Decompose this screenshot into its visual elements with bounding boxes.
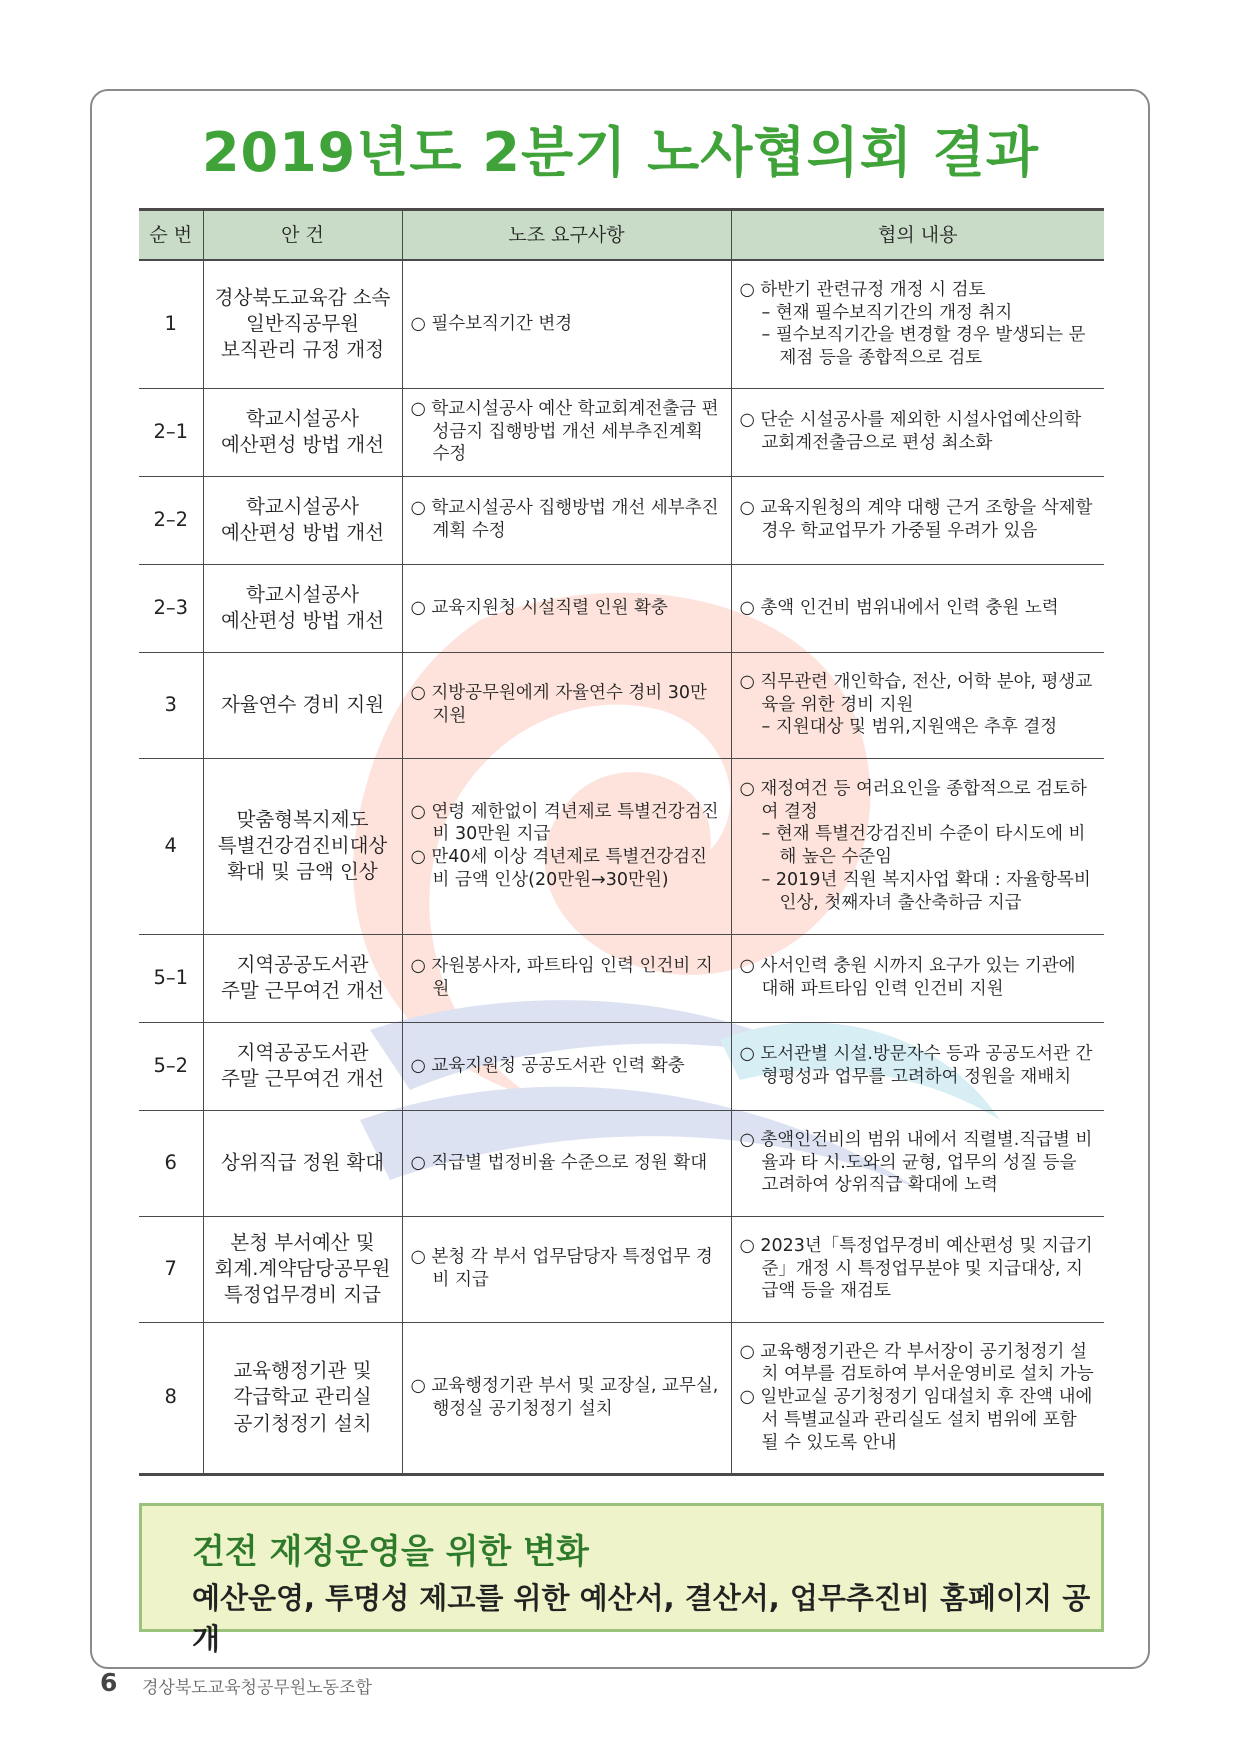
page-title: 2019년도 2분기 노사협의회 결과 — [201, 121, 1040, 184]
row-topic — [203, 564, 402, 652]
page-number: 6 — [100, 1668, 118, 1697]
row-result — [731, 1216, 1104, 1322]
result-item: ○ 직무관련 개인학습, 전산, 어학 분야, 평생교육을 위한 경비 지원 — [739, 671, 1093, 715]
row-result — [731, 758, 1104, 934]
result-item: – 필수보직기간을 변경할 경우 발생되는 문제점 등을 종합적으로 검토 — [761, 325, 1086, 368]
request-item: ○ 직급별 법정비율 수준으로 정원 확대 — [410, 1152, 708, 1173]
request-item: ○ 교육지원청 공공도서관 인력 확충 — [410, 1055, 685, 1076]
row-topic — [203, 758, 402, 934]
topic-line: 예산편성 방법 개선 — [220, 609, 385, 632]
callout-text: 예산운영, 투명성 제고를 위한 예산서, 결산서, 업무추진비 홈페이지 공개 — [192, 1581, 1091, 1656]
topic-line: 본청 부서예산 및 — [230, 1230, 375, 1254]
table-row — [139, 934, 1104, 1022]
request-item: ○ 학교시설공사 집행방법 개선 세부추진계획 수정 — [410, 498, 719, 541]
request-item: ○ 교육지원청 시설직렬 인원 확충 — [410, 597, 668, 618]
result-item: ○ 총액인건비의 범위 내에서 직렬별.직급별 비율과 타 시.도와의 균형, 업무의 성질 등을 고려하여 상위직급 확대에 노력 — [739, 1129, 1093, 1196]
row-topic — [203, 1022, 402, 1110]
topic-line: 학교시설공사 — [245, 494, 360, 518]
topic-line: 공기청정기 설치 — [233, 1411, 372, 1435]
topic-line: 확대 및 금액 인상 — [227, 860, 378, 884]
table-header-row — [139, 210, 1104, 261]
topic-line: 회계.계약담당공무원 — [214, 1256, 391, 1280]
table-row — [139, 1216, 1104, 1322]
topic-line: 특별건강검진비대상 — [217, 833, 388, 857]
row-request — [402, 758, 731, 934]
result-item: ○ 단순 시설공사를 제외한 시설사업예산의학교회계전출금으로 편성 최소화 — [739, 410, 1082, 453]
row-request — [402, 934, 731, 1022]
result-item: ○ 교육지원청의 계약 대행 근거 조항을 삭제할 경우 학교업무가 가중될 우려가 있음 — [739, 498, 1093, 541]
topic-line: 각급학교 관리실 — [233, 1385, 372, 1409]
row-topic — [203, 476, 402, 564]
topic-line: 상위직급 정원 확대 — [220, 1150, 385, 1174]
row-topic — [203, 388, 402, 476]
row-number: 2–2 — [139, 476, 203, 564]
row-request — [402, 564, 731, 652]
table-row — [139, 1322, 1104, 1474]
topic-line: 특정업무경비 지급 — [224, 1283, 381, 1307]
topic-line: 지역공공도서관 — [236, 1040, 369, 1064]
result-item: ○ 도서관별 시설.방문자수 등과 공공도서관 간 형평성과 업무를 고려하여 정원을 재배치 — [739, 1044, 1093, 1087]
row-request — [402, 1022, 731, 1110]
topic-line: 예산편성 방법 개선 — [220, 521, 385, 544]
table-row — [139, 652, 1104, 758]
result-item: – 현재 특별건강검진비 수준이 타시도에 비해 높은 수준임 — [761, 824, 1086, 867]
row-number: 4 — [139, 758, 203, 934]
table-row — [139, 476, 1104, 564]
row-topic — [203, 1110, 402, 1216]
row-request — [402, 260, 731, 388]
row-result — [731, 260, 1104, 388]
row-request — [402, 1216, 731, 1322]
row-number: 1 — [139, 260, 203, 388]
row-result — [731, 1110, 1104, 1216]
row-result — [731, 1022, 1104, 1110]
topic-line: 주말 근무여건 개선 — [220, 1067, 385, 1090]
result-item: – 지원대상 및 범위,지원액은 추후 결정 — [761, 717, 1058, 738]
row-result — [731, 564, 1104, 652]
footer-organization: 경상북도교육청공무원노동조합 — [142, 1678, 372, 1698]
table-row — [139, 564, 1104, 652]
row-result — [731, 1322, 1104, 1474]
row-topic — [203, 1216, 402, 1322]
header-topic: 안 건 — [203, 210, 402, 261]
topic-line: 일반직공무원 — [245, 312, 360, 336]
row-result — [731, 652, 1104, 758]
topic-line: 지역공공도서관 — [236, 952, 369, 976]
result-item: – 현재 필수보직기간의 개정 취지 — [761, 302, 1013, 323]
row-request — [402, 388, 731, 476]
callout-box — [139, 1503, 1104, 1656]
table-row — [139, 260, 1104, 388]
row-result — [731, 476, 1104, 564]
result-item: – 2019년 직원 복지사업 확대 : 자율항목비 인상, 첫째자녀 출산축하금 지급 — [761, 869, 1091, 913]
result-item: ○ 사서인력 충원 시까지 요구가 있는 기관에 대해 파트타임 인력 인건비 지원 — [739, 956, 1076, 999]
row-number: 2–3 — [139, 564, 203, 652]
row-number: 6 — [139, 1110, 203, 1216]
topic-line: 학교시설공사 — [245, 582, 360, 606]
header-request: 노조 요구사항 — [402, 210, 731, 261]
header-result: 협의 내용 — [731, 210, 1104, 261]
request-item: ○ 본청 각 부서 업무담당자 특정업무 경비 지급 — [410, 1247, 713, 1290]
row-topic — [203, 934, 402, 1022]
result-item: ○ 총액 인건비 범위내에서 인력 충원 노력 — [739, 597, 1059, 618]
request-item: ○ 교육행정기관 부서 및 교장실, 교무실, 행정실 공기청정기 설치 — [410, 1375, 719, 1419]
topic-line: 주말 근무여건 개선 — [220, 979, 385, 1002]
row-topic — [203, 260, 402, 388]
row-number: 5–1 — [139, 934, 203, 1022]
result-item: ○ 2023년「특정업무경비 예산편성 및 지급기준」개정 시 특정업무분야 및 지급대상, 지급액 등을 재검토 — [739, 1235, 1093, 1302]
row-request — [402, 1110, 731, 1216]
results-table — [139, 208, 1104, 1476]
result-item: ○ 재정여건 등 여러요인을 종합적으로 검토하여 결정 — [739, 778, 1087, 822]
header-number: 순 번 — [139, 210, 203, 261]
request-item: ○ 필수보직기간 변경 — [410, 313, 573, 334]
row-number: 2–1 — [139, 388, 203, 476]
request-item: ○ 자원봉사자, 파트타임 인력 인건비 지원 — [410, 956, 713, 999]
topic-line: 맞춤형복지제도 — [236, 807, 369, 831]
row-number: 8 — [139, 1322, 203, 1474]
topic-line: 경상북도교육감 소속 — [214, 285, 391, 309]
row-request — [402, 1322, 731, 1474]
row-request — [402, 652, 731, 758]
topic-line: 학교시설공사 — [245, 406, 360, 430]
row-result — [731, 388, 1104, 476]
topic-line: 예산편성 방법 개선 — [220, 433, 385, 456]
topic-line: 교육행정기관 및 — [233, 1359, 372, 1383]
result-item: ○ 하반기 관련규정 개정 시 검토 — [739, 279, 986, 300]
topic-line: 자율연수 경비 지원 — [220, 692, 385, 716]
request-item: ○ 지방공무원에게 자율연수 경비 30만 지원 — [410, 683, 707, 726]
row-topic — [203, 652, 402, 758]
request-item: ○ 만40세 이상 격년제로 특별건강검진비 금액 인상(20만원→30만원) — [410, 847, 707, 890]
request-item: ○ 연령 제한없이 격년제로 특별건강검진비 30만원 지급 — [410, 801, 719, 845]
result-item: ○ 교육행정기관은 각 부서장이 공기청정기 설치 여부를 검토하여 부서운영비로 설치 가능 — [739, 1341, 1094, 1385]
table-row — [139, 388, 1104, 476]
row-topic — [203, 1322, 402, 1474]
table-row — [139, 1110, 1104, 1216]
request-item: ○ 학교시설공사 예산 학교회계전출금 편성금지 집행방법 개선 세부추진계획 수정 — [410, 398, 719, 465]
row-number: 3 — [139, 652, 203, 758]
row-request — [402, 476, 731, 564]
callout-title: 건전 재정운영을 위한 변화 — [192, 1532, 589, 1572]
row-number: 5–2 — [139, 1022, 203, 1110]
result-item: ○ 일반교실 공기청정기 임대설치 후 잔액 내에서 특별교실과 관리실도 설치 범위에 포함 될 수 있도록 안내 — [739, 1387, 1093, 1453]
table-row — [139, 758, 1104, 934]
table-row — [139, 1022, 1104, 1110]
topic-line: 보직관리 규정 개정 — [220, 338, 385, 362]
row-result — [731, 934, 1104, 1022]
row-number: 7 — [139, 1216, 203, 1322]
